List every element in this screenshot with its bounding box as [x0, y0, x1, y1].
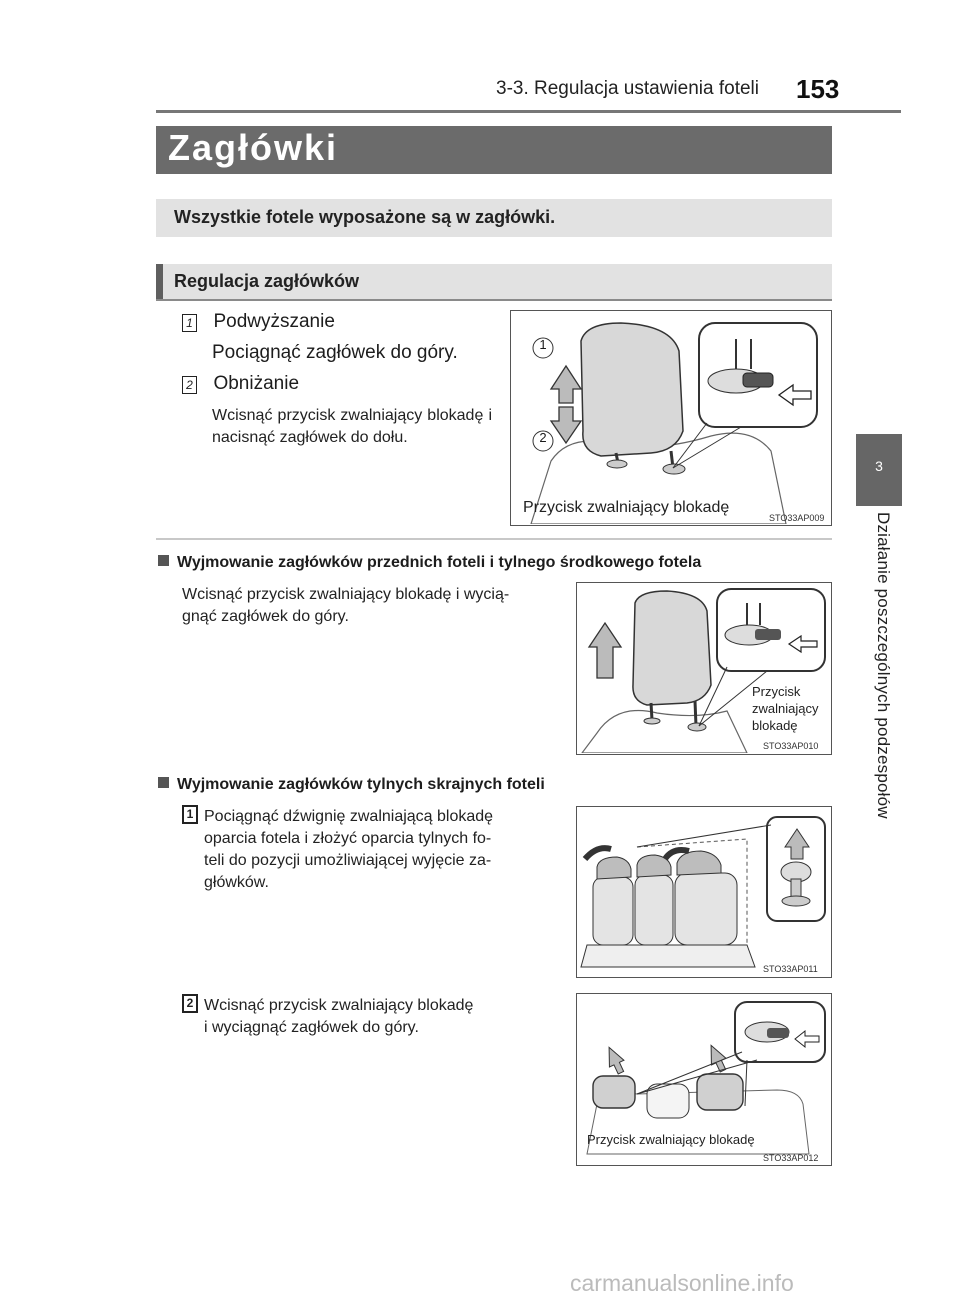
step-number-box: 2: [182, 376, 197, 394]
header-rule: [156, 110, 901, 113]
figure-label-line2: zwalniający: [752, 701, 819, 716]
figure-label: Przycisk zwalniający blokadę: [523, 499, 730, 516]
section-heading-rule: [156, 299, 832, 301]
rear-step2-text: [204, 995, 556, 1039]
page-number: 153: [796, 74, 840, 104]
front-removal-heading-row: [158, 554, 701, 572]
running-header-title: 3-3. Regulacja ustawienia foteli: [496, 78, 759, 99]
figure-marker-1: 1: [539, 337, 547, 352]
figure-label: Przycisk zwalniający blokadę: [587, 1132, 755, 1147]
chapter-number: 3: [875, 458, 883, 474]
figure-code: STO33AP010: [763, 741, 819, 751]
figure-label: [752, 683, 818, 734]
rear-step1-line1: Pociągnąć dźwignię zwalniającą blokadę: [204, 808, 494, 825]
step2-label: Obniżanie: [213, 373, 300, 394]
step1-label-row: [182, 311, 335, 333]
page-title: Zagłówki: [168, 127, 339, 168]
step2-label-row: [182, 373, 299, 395]
bullet-square: [158, 777, 169, 788]
figure-code: STO33AP011: [763, 964, 818, 974]
rear-fold-illustration: [577, 807, 830, 976]
figure-label-line1: Przycisk: [752, 684, 801, 699]
rear-step2-number: [182, 994, 198, 1013]
figure-headrest-adjust: [510, 310, 832, 526]
rear-step1-line2: oparcia fotela i złożyć oparcia tylnych fo-: [204, 830, 492, 847]
front-removal-text-line1: Wcisnąć przycisk zwalniający blokadę i wycią-: [182, 586, 510, 603]
rear-step1-text: [204, 806, 556, 894]
rear-removal-heading: Wyjmowanie zagłówków tylnych skrajnych foteli: [177, 776, 545, 793]
rear-removal-heading-row: [158, 776, 545, 794]
rear-step1-line4: główków.: [204, 874, 269, 891]
chapter-title: Działanie poszczególnych podzespołów: [874, 512, 893, 819]
bullet-square: [158, 555, 169, 566]
front-removal-text-line2: gnąć zagłówek do góry.: [182, 608, 349, 625]
figure-rear-fold: [576, 806, 832, 978]
front-removal-heading: Wyjmowanie zagłówków przednich foteli i tylnego środkowego fotela: [177, 554, 702, 571]
intro-text: Wszystkie fotele wyposażone są w zagłówki.: [174, 207, 556, 227]
rear-step2-line2: i wyciągnąć zagłówek do góry.: [204, 1019, 419, 1036]
figure-code: STO33AP009: [769, 513, 825, 523]
step2-text: Wcisnąć przycisk zwalniający blokadę i nacisnąć zagłówek do dołu.: [212, 407, 492, 446]
figure-label-line3: blokadę: [752, 718, 798, 733]
figure-marker-2: 2: [539, 430, 547, 445]
step1-text: Pociągnąć zagłówek do góry.: [212, 342, 458, 363]
headrest-adjust-illustration: [511, 311, 830, 524]
step1-label: Podwyższanie: [213, 311, 335, 332]
step-number-box: 1: [182, 805, 198, 824]
section-heading: Regulacja zagłówków: [174, 271, 360, 291]
rear-step1-number: [182, 805, 198, 824]
rear-step1-line3: teli do pozycji umożliwiającej wyjęcie za-: [204, 852, 492, 869]
figure-code: STO33AP012: [763, 1153, 819, 1163]
section-divider: [156, 538, 832, 540]
figure-rear-removal: [576, 993, 832, 1166]
step-number-box: 2: [182, 994, 198, 1013]
rear-step2-line1: Wcisnąć przycisk zwalniający blokadę: [204, 997, 474, 1014]
figure-front-removal: [576, 582, 832, 755]
step-number-box: 1: [182, 314, 197, 332]
watermark: carmanualsonline.info: [570, 1270, 794, 1296]
